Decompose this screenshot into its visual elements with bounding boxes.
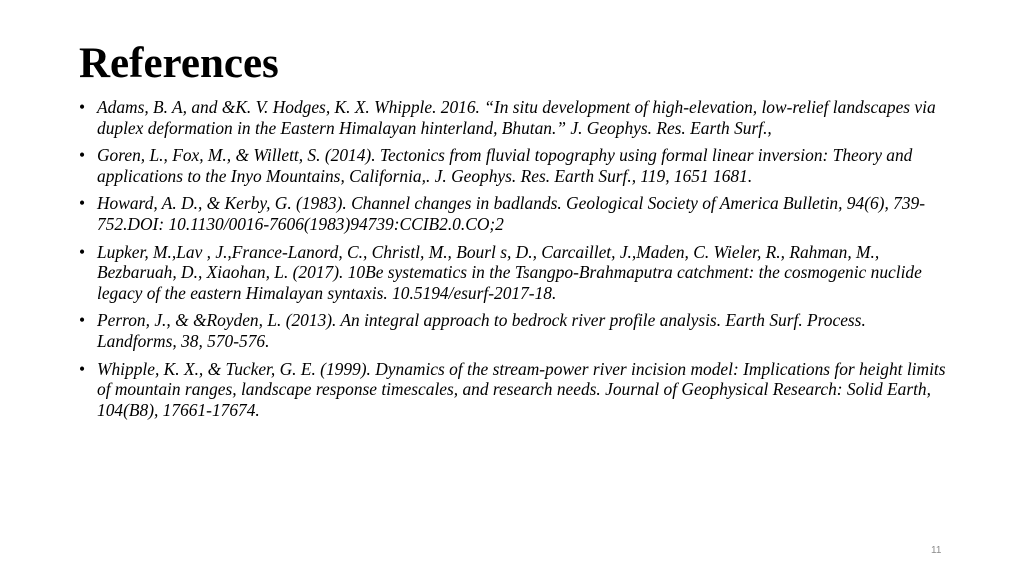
reference-text: Perron, J., & &Royden, L. (2013). An integral approach to bedrock river profile analysis. Earth Surf. Process. Landforms, 38, 570-576. — [97, 310, 866, 351]
reference-item — [79, 310, 949, 351]
page-number: 11 — [931, 545, 942, 556]
bullet-icon: • — [79, 193, 86, 214]
bullet-icon: • — [79, 145, 86, 166]
reference-item — [79, 97, 949, 138]
reference-item — [79, 193, 949, 234]
bullet-icon: • — [79, 241, 86, 262]
reference-text: Adams, B. A, and &K. V. Hodges, K. X. Whipple. 2016. “In situ development of high-elevation, low-relief landscapes via duplex deformation in the Eastern Himalayan hinterland, Bhutan.” J. Geophys. Res. Earth Surf., — [97, 97, 936, 138]
reference-item — [79, 145, 949, 186]
reference-item — [79, 359, 949, 421]
reference-item — [79, 242, 949, 304]
bullet-icon: • — [79, 358, 86, 379]
bullet-icon: • — [79, 97, 86, 117]
reference-text: Whipple, K. X., & Tucker, G. E. (1999). Dynamics of the stream-power river incision model: Implications for height limits of mountain ranges, landscape response timescales, and research needs. Journal of Geophysical Research: Solid Earth, 104(B8), 17661-17674. — [97, 358, 946, 420]
reference-text: Goren, L., Fox, M., & Willett, S. (2014). Tectonics from fluvial topography using formal linear inversion: Theory and applications to the Inyo Mountains, California,. J. Geophys. Res. Earth Surf., 119, 1651 1681. — [97, 145, 913, 186]
reference-text: Lupker, M.,Lav , J.,France-Lanord, C., Christl, M., Bourl s, D., Carcaillet, J.,Maden, C. Wieler, R., Rahman, M., Bezbaruah, D., Xiaohan, L. (2017). 10Be systematics in the Tsangpo-Brahmaputra catchment: the cosmogenic nuclide legacy of the eastern Himalayan syntaxis. 10.5194/esurf-2017-18. — [97, 241, 922, 303]
bullet-icon: • — [79, 310, 86, 331]
reference-text: Howard, A. D., & Kerby, G. (1983). Channel changes in badlands. Geological Society of America Bulletin, 94(6), 739-752.DOI: 10.1130/0016-7606(1983)94739:CCIB2.0.CO;2 — [97, 193, 926, 234]
page-title: References — [79, 40, 279, 87]
reference-list — [79, 97, 949, 427]
